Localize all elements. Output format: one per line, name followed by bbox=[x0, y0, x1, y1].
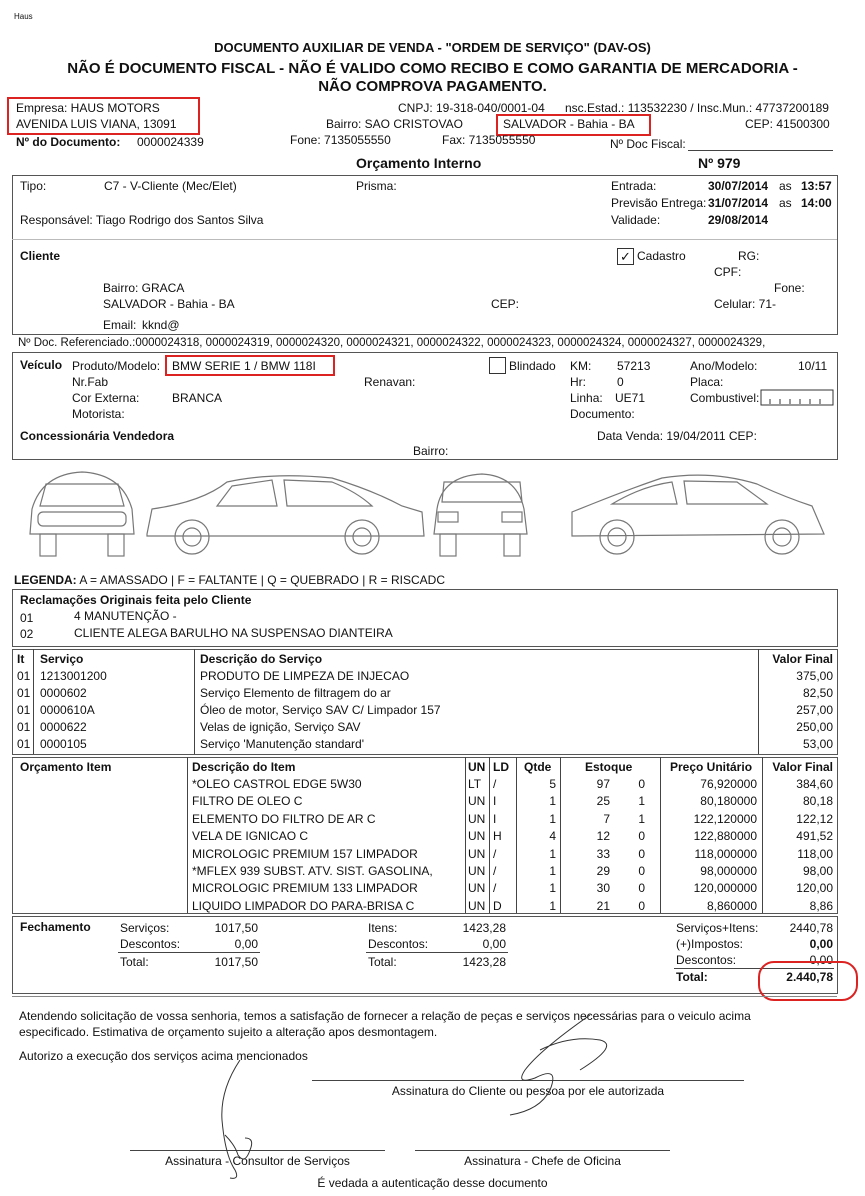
fech-itens-label: Itens: bbox=[368, 921, 398, 935]
item-preco: 122,880000 bbox=[693, 829, 757, 844]
company-cidade: SALVADOR - Bahia - BA bbox=[503, 117, 635, 131]
concessionaria-bairro: Bairro: bbox=[413, 444, 449, 458]
highlight-produto bbox=[165, 355, 335, 376]
item-qtde: 1 bbox=[549, 898, 556, 913]
company-fone: Fone: 7135055550 bbox=[290, 133, 391, 147]
reclamacao-num: 02 bbox=[20, 627, 34, 641]
item-qtde: 1 bbox=[549, 794, 556, 809]
logo-text: Haus bbox=[14, 12, 33, 21]
servico-codigo: 1213001200 bbox=[40, 669, 107, 683]
footer-autorizo: Autorizo a execução dos serviços acima mencionados bbox=[19, 1049, 308, 1063]
doc-number-label: Nº do Documento: bbox=[16, 135, 121, 149]
cliente-cidade: SALVADOR - Bahia - BA bbox=[103, 297, 235, 311]
item-ld: / bbox=[493, 777, 497, 791]
linha-label: Linha: bbox=[570, 391, 603, 405]
linha-value: UE71 bbox=[615, 391, 646, 405]
company-bairro: Bairro: SAO CRISTOVAO bbox=[326, 117, 463, 131]
entrada-label: Entrada: bbox=[611, 179, 657, 193]
fech-itens-rule bbox=[366, 952, 508, 953]
servico-codigo: 0000622 bbox=[40, 720, 87, 734]
servico-it: 01 bbox=[17, 737, 31, 751]
item-descricao: *MFLEX 939 SUBST. ATV. SIST. GASOLINA, bbox=[192, 864, 433, 878]
item-preco: 98,000000 bbox=[700, 864, 757, 878]
servicos-col-divider bbox=[33, 649, 34, 754]
reclamacoes-title: Reclamações Originais feita pelo Cliente bbox=[20, 593, 252, 607]
assinatura-chefe: Assinatura - Chefe de Oficina bbox=[464, 1154, 621, 1168]
item-descricao: MICROLOGIC PREMIUM 157 LIMPADOR bbox=[192, 846, 418, 861]
company-logo bbox=[14, 12, 33, 21]
item-estoque-1: 30 bbox=[596, 881, 610, 896]
cliente-celular: Celular: 71- bbox=[714, 297, 777, 311]
assinatura-consultor: Assinatura - Consultor de Serviços bbox=[165, 1154, 350, 1168]
ano-label: Ano/Modelo: bbox=[690, 359, 758, 373]
item-estoque-2: 0 bbox=[638, 881, 645, 896]
fech-si-value: 2440,78 bbox=[789, 921, 833, 935]
fech-desc-value: 0,00 bbox=[809, 953, 833, 967]
servico-codigo: 0000105 bbox=[40, 737, 87, 751]
item-estoque-1: 97 bbox=[596, 777, 610, 791]
cliente-email-value: kknd@ bbox=[142, 318, 180, 332]
item-estoque-2: 0 bbox=[638, 846, 645, 861]
data-venda: Data Venda: 19/04/2011 CEP: bbox=[597, 429, 757, 443]
veiculo-label: Veículo bbox=[20, 358, 63, 372]
item-estoque-1: 29 bbox=[596, 864, 610, 878]
item-ld: / bbox=[493, 846, 497, 861]
blindado-label: Blindado bbox=[509, 359, 556, 373]
doc-fiscal-line bbox=[688, 150, 833, 151]
footer-paragraph-2: especificado. Estimativa de orçamento sujeito a alteração apos desmontagem. bbox=[19, 1025, 438, 1039]
servicos-table bbox=[12, 649, 838, 755]
item-estoque-1: 7 bbox=[603, 811, 610, 826]
item-estoque-1: 33 bbox=[596, 846, 610, 861]
cor-value: BRANCA bbox=[172, 391, 223, 405]
item-ld: I bbox=[493, 811, 497, 826]
cliente-email-label: Email: bbox=[103, 318, 137, 332]
item-un: UN bbox=[468, 898, 486, 913]
documento-label: Documento: bbox=[570, 407, 635, 421]
previsao-date: 31/07/2014 bbox=[708, 196, 769, 210]
item-un: UN bbox=[468, 881, 486, 896]
itens-header-valor: Valor Final bbox=[772, 760, 833, 774]
item-preco: 80,180000 bbox=[700, 794, 757, 809]
validade-date: 29/08/2014 bbox=[708, 213, 769, 227]
item-estoque-1: 12 bbox=[596, 829, 610, 844]
item-descricao: FILTRO DE OLEO C bbox=[192, 794, 303, 809]
assinatura-cliente: Assinatura do Cliente ou pessoa por ele autorizada bbox=[391, 1084, 665, 1098]
itens-col-divider bbox=[465, 757, 466, 913]
item-descricao: *OLEO CASTROL EDGE 5W30 bbox=[192, 777, 362, 791]
servico-descricao: Serviço 'Manutenção standard' bbox=[200, 737, 365, 751]
servico-valor: 375,00 bbox=[796, 669, 833, 683]
fech-impostos-label: (+)Impostos: bbox=[676, 937, 744, 951]
car-rear-view bbox=[434, 474, 527, 556]
fech-descontos-label: Descontos: bbox=[120, 937, 181, 951]
fechamento-label: Fechamento bbox=[20, 920, 91, 934]
item-qtde: 1 bbox=[549, 846, 556, 861]
footer-vedada: É vedada a autenticação desse documento bbox=[317, 1176, 548, 1190]
blindado-checkbox[interactable] bbox=[489, 357, 506, 374]
item-estoque-2: 1 bbox=[638, 794, 645, 809]
item-estoque-2: 0 bbox=[638, 829, 645, 844]
item-descricao: VELA DE IGNICAO C bbox=[192, 829, 309, 844]
header-line-3: NÃO COMPROVA PAGAMENTO. bbox=[318, 78, 547, 95]
item-ld: / bbox=[493, 864, 497, 878]
servico-descricao: PRODUTO DE LIMPEZA DE INJECAO bbox=[200, 669, 410, 683]
itens-header-preco: Preço Unitário bbox=[670, 760, 753, 774]
itens-col-divider bbox=[660, 757, 661, 913]
item-un: LT bbox=[468, 777, 482, 791]
item-preco: 76,920000 bbox=[700, 777, 757, 791]
itens-header-un: UN bbox=[468, 760, 486, 774]
legenda-label: LEGENDA: bbox=[14, 573, 77, 587]
hr-label: Hr: bbox=[570, 375, 586, 389]
company-address: AVENIDA LUIS VIANA, 13091 bbox=[16, 117, 177, 131]
prisma-label: Prisma: bbox=[356, 179, 397, 193]
entrada-date: 30/07/2014 bbox=[708, 179, 769, 193]
doc-number-value: 0000024339 bbox=[137, 135, 204, 149]
item-valor: 118,00 bbox=[797, 846, 833, 861]
reclamacao-text: CLIENTE ALEGA BARULHO NA SUSPENSAO DIANTEIRA bbox=[74, 626, 393, 640]
car-left-side-view bbox=[147, 476, 424, 554]
renavan-label: Renavan: bbox=[364, 375, 416, 389]
servico-it: 01 bbox=[17, 686, 31, 700]
validade-label: Validade: bbox=[611, 213, 661, 227]
item-descricao: MICROLOGIC PREMIUM 133 LIMPADOR bbox=[192, 881, 418, 896]
itens-header-estoque: Estoque bbox=[585, 760, 633, 774]
fech-servicos-rule bbox=[118, 952, 260, 953]
item-ld: D bbox=[493, 898, 502, 913]
item-valor: 80,18 bbox=[802, 794, 833, 809]
item-ld: H bbox=[493, 829, 502, 844]
item-preco: 122,120000 bbox=[693, 811, 757, 826]
servico-descricao: Velas de ignição, Serviço SAV bbox=[200, 720, 361, 734]
item-un: UN bbox=[468, 794, 486, 809]
car-right-side-view bbox=[572, 475, 824, 554]
orcamento-number: Nº 979 bbox=[698, 155, 741, 171]
itens-col-divider bbox=[489, 757, 490, 913]
entrada-time: 13:57 bbox=[801, 179, 832, 193]
company-fax: Fax: 7135055550 bbox=[442, 133, 536, 147]
item-preco: 118,000000 bbox=[694, 846, 757, 861]
servico-valor: 82,50 bbox=[802, 686, 833, 700]
previsao-label: Previsão Entrega: bbox=[611, 196, 707, 210]
servico-codigo: 0000602 bbox=[40, 686, 87, 700]
item-valor: 384,60 bbox=[796, 777, 833, 791]
fech-servicos-value: 1017,50 bbox=[214, 921, 258, 935]
combustivel-label: Combustivel: bbox=[690, 391, 760, 405]
handwritten-signature-cliente bbox=[480, 1010, 640, 1120]
fech-descontos-value: 0,00 bbox=[234, 937, 258, 951]
servico-it: 01 bbox=[17, 703, 31, 717]
item-qtde: 4 bbox=[549, 829, 556, 844]
company-name: Empresa: HAUS MOTORS bbox=[16, 101, 160, 115]
item-valor: 8,86 bbox=[809, 898, 833, 913]
servico-valor: 257,00 bbox=[796, 703, 833, 717]
item-preco: 120,000000 bbox=[693, 881, 757, 896]
signature-line-chefe bbox=[415, 1150, 670, 1151]
servico-descricao: Óleo de motor, Serviço SAV C/ Limpador 157 bbox=[200, 703, 441, 717]
item-valor: 122,12 bbox=[796, 811, 833, 826]
nrfab-label: Nr.Fab bbox=[72, 375, 109, 389]
header-line-2: NÃO É DOCUMENTO FISCAL - NÃO É VALIDO COMO RECIBO E COMO GARANTIA DE MERCADORIA - bbox=[67, 60, 798, 77]
legenda-text: A = AMASSADO | F = FALTANTE | Q = QUEBRADO | R = RISCADC bbox=[76, 573, 446, 587]
tipo-value: C7 - V-Cliente (Mec/Elet) bbox=[104, 179, 237, 193]
info-divider bbox=[12, 239, 837, 240]
servico-codigo: 0000610A bbox=[40, 703, 95, 717]
fech-servicos-label: Serviços: bbox=[120, 921, 170, 935]
fech-itens-total-label: Total: bbox=[368, 955, 397, 969]
servico-descricao: Serviço Elemento de filtragem do ar bbox=[200, 686, 391, 700]
servicos-col-divider bbox=[194, 649, 195, 754]
hr-value: 0 bbox=[617, 375, 624, 389]
previsao-time: 14:00 bbox=[801, 196, 832, 210]
fech-si-label: Serviços+Itens: bbox=[676, 921, 759, 935]
item-descricao: ELEMENTO DO FILTRO DE AR C bbox=[192, 811, 376, 826]
header-line-1: DOCUMENTO AUXILIAR DE VENDA - "ORDEM DE SERVIÇO" (DAV-OS) bbox=[214, 40, 651, 55]
item-estoque-2: 0 bbox=[638, 898, 645, 913]
item-estoque-2: 0 bbox=[638, 777, 645, 791]
vehicle-damage-diagram bbox=[12, 464, 842, 574]
itens-header-qtde: Qtde bbox=[524, 760, 552, 774]
item-descricao: LIQUIDO LIMPADOR DO PARA-BRISA C bbox=[192, 898, 415, 913]
item-ld: / bbox=[493, 881, 497, 896]
servicos-header-valor: Valor Final bbox=[772, 652, 833, 666]
cliente-cep: CEP: bbox=[491, 297, 520, 311]
item-un: UN bbox=[468, 811, 486, 826]
company-inscricoes: nsc.Estad.: 113532230 / Insc.Mun.: 47737200189 bbox=[565, 101, 829, 115]
servicos-header-servico: Serviço bbox=[40, 652, 84, 666]
servico-it: 01 bbox=[17, 720, 31, 734]
item-estoque-2: 1 bbox=[638, 811, 645, 826]
legenda bbox=[14, 573, 445, 587]
cor-label: Cor Externa: bbox=[72, 391, 140, 405]
placa-label: Placa: bbox=[690, 375, 724, 389]
doc-fiscal-label: Nº Doc Fiscal: bbox=[610, 137, 686, 151]
fech-itens-value: 1423,28 bbox=[462, 921, 506, 935]
company-cnpj: CNPJ: 19-318-040/0001-04 bbox=[398, 101, 545, 115]
servico-it: 01 bbox=[17, 669, 31, 683]
fech-grand-label: Total: bbox=[676, 970, 708, 984]
item-qtde: 1 bbox=[549, 881, 556, 896]
cadastro-label: Cadastro bbox=[637, 249, 686, 263]
fech-itens-total-value: 1423,28 bbox=[462, 955, 506, 969]
itens-header-orcamento: Orçamento Item bbox=[20, 760, 112, 774]
cadastro-checkbox[interactable]: ✓ bbox=[617, 248, 634, 265]
item-valor: 98,00 bbox=[802, 864, 833, 878]
servicos-header-it: It bbox=[17, 652, 25, 666]
entrada-as: as bbox=[779, 179, 792, 193]
previsao-as: as bbox=[779, 196, 792, 210]
item-un: UN bbox=[468, 864, 486, 878]
item-estoque-1: 25 bbox=[596, 794, 610, 809]
itens-col-divider bbox=[187, 757, 188, 913]
itens-col-divider bbox=[560, 757, 561, 913]
footer-divider bbox=[12, 996, 837, 997]
itens-col-divider bbox=[762, 757, 763, 913]
fech-itens-desc-label: Descontos: bbox=[368, 937, 429, 951]
item-un: UN bbox=[468, 846, 486, 861]
cpf-label: CPF: bbox=[714, 265, 742, 279]
item-valor: 491,52 bbox=[796, 829, 833, 844]
fech-itens-desc-value: 0,00 bbox=[482, 937, 506, 951]
highlight-total bbox=[758, 961, 858, 1001]
km-value: 57213 bbox=[617, 359, 651, 373]
item-qtde: 5 bbox=[549, 777, 556, 791]
footer-paragraph-1: Atendendo solicitação de vossa senhoria, temos a satisfação de fornecer a relação de peças e serviços necessárias para o veiculo acima bbox=[19, 1009, 751, 1023]
servico-valor: 53,00 bbox=[802, 737, 833, 751]
cliente-fone: Fone: bbox=[774, 281, 805, 295]
fech-total-value: 1017,50 bbox=[214, 955, 258, 969]
reclamacao-text: 4 MANUTENÇÃO - bbox=[74, 609, 177, 623]
itens-header-ld: LD bbox=[493, 760, 509, 774]
fech-impostos-value: 0,00 bbox=[809, 937, 833, 951]
itens-header-descricao: Descrição do Item bbox=[192, 760, 296, 774]
cliente-label: Cliente bbox=[20, 249, 61, 263]
item-estoque-1: 21 bbox=[596, 898, 610, 913]
item-un: UN bbox=[468, 829, 486, 844]
tipo-label: Tipo: bbox=[20, 179, 47, 193]
servicos-col-divider bbox=[758, 649, 759, 754]
fech-total-label: Total: bbox=[120, 955, 149, 969]
doc-referenciado: Nº Doc. Referenciado.:0000024318, 0000024319, 0000024320, 0000024321, 0000024322, 0000024323, 0000024324, 0000024327, 0000024329, bbox=[18, 337, 766, 349]
handwritten-signature-consultor bbox=[200, 1060, 280, 1185]
fech-grand-value: 2.440,78 bbox=[786, 970, 833, 984]
highlight-company bbox=[7, 97, 200, 135]
servicos-header-descricao: Descrição do Serviço bbox=[200, 652, 323, 666]
fuel-gauge bbox=[760, 389, 834, 407]
car-front-view bbox=[30, 472, 134, 556]
ano-value: 10/11 bbox=[798, 359, 828, 373]
orcamento-title: Orçamento Interno bbox=[356, 155, 482, 171]
motorista-label: Motorista: bbox=[72, 407, 125, 421]
responsavel: Responsável: Tiago Rodrigo dos Santos Silva bbox=[20, 213, 264, 227]
produto-label: Produto/Modelo: bbox=[72, 359, 161, 373]
item-preco: 8,860000 bbox=[706, 898, 757, 913]
item-ld: I bbox=[493, 794, 497, 809]
company-cep: CEP: 41500300 bbox=[745, 117, 830, 131]
rg-label: RG: bbox=[738, 249, 760, 263]
reclamacao-num: 01 bbox=[20, 611, 34, 625]
item-qtde: 1 bbox=[549, 864, 556, 878]
itens-col-divider bbox=[516, 757, 517, 913]
item-estoque-2: 0 bbox=[638, 864, 645, 878]
cliente-bairro: Bairro: GRACA bbox=[103, 281, 185, 295]
servico-valor: 250,00 bbox=[796, 720, 833, 734]
produto-value: BMW SERIE 1 / BMW 118I bbox=[172, 359, 316, 373]
km-label: KM: bbox=[570, 359, 592, 373]
fech-desc-label: Descontos: bbox=[676, 953, 737, 967]
item-valor: 120,00 bbox=[796, 881, 833, 896]
item-qtde: 1 bbox=[549, 811, 556, 826]
concessionaria-label: Concessionária Vendedora bbox=[20, 429, 175, 443]
